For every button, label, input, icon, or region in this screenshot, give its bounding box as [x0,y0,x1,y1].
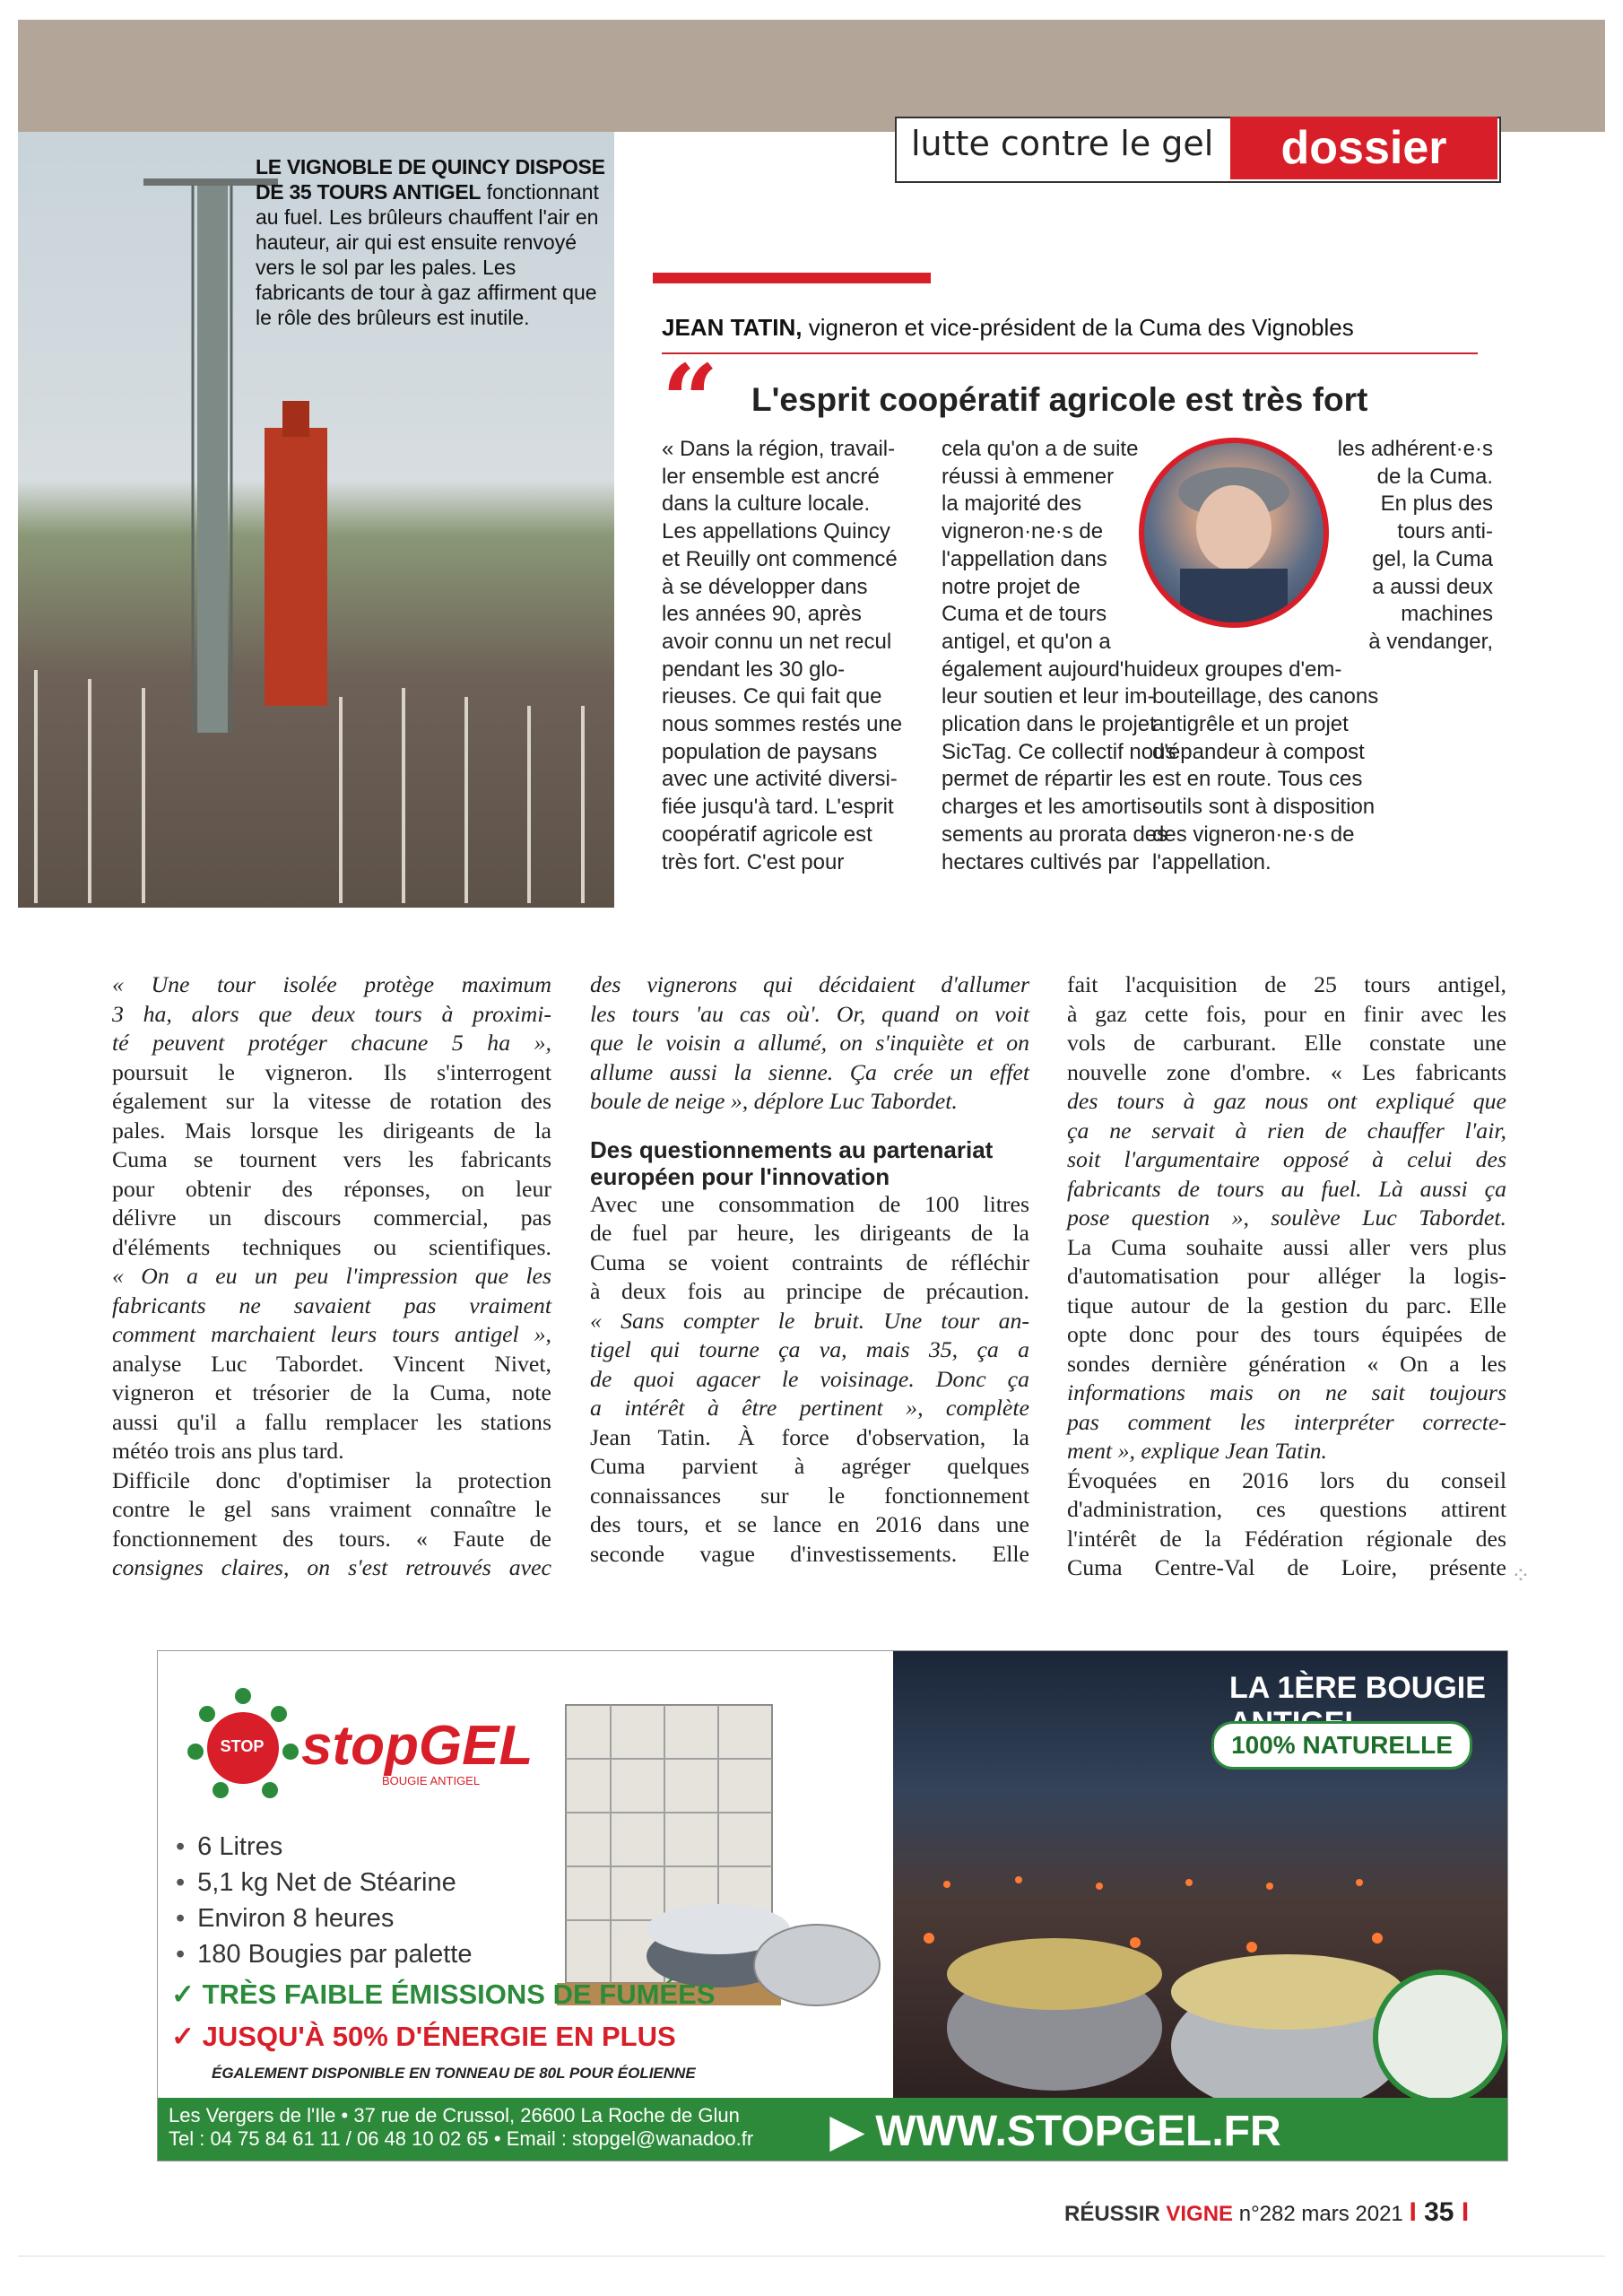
text-line: de la Cuma. [1376,464,1493,489]
interview-rule [662,352,1478,354]
text-line: à gaz cette fois, pour en finir avec les [1067,1000,1506,1027]
text-line: à se développer dans [662,574,868,599]
quote-mark-icon: “ [662,343,719,458]
ad-claim-emissions: ✓ TRÈS FAIBLE ÉMISSIONS DE FUMÉES [171,1979,716,2010]
text-line: délivre un discours commercial, pas [112,1205,551,1231]
text-line: de quoi agacer le voisinage. Donc ça [590,1365,1029,1392]
text-line: Les appellations Quincy [662,519,890,544]
text-line: fiée jusqu'à tard. L'esprit [662,795,894,820]
interview-title: L'esprit coopératif agricole est très fort [751,381,1368,418]
ad-feature-item: • 5,1 kg Net de Stéarine [176,1865,473,1900]
text-line: à deux fois au principe de précaution. [590,1278,1029,1304]
text-line: d'administration, ces questions attirent [1067,1496,1506,1522]
text-line: des tours, et se lance en 2016 dans une [590,1511,1029,1537]
text-line: Avec une consommation de 100 litres [590,1190,1029,1217]
text-line: tigel qui tourne ça va, mais 35, ça a [590,1336,1029,1362]
text-line: té peuvent protéger chacune 5 ha », [112,1030,551,1056]
ad-claim-energy: ✓ JUSQU'À 50% D'ÉNERGIE EN PLUS [171,2021,676,2052]
text-line: soit l'argumentaire opposé à celui des [1067,1146,1506,1172]
text-line: gel, la Cuma [1372,546,1493,571]
footer-separator: I [1409,2197,1425,2227]
text-line: vigneron et trésorier de la Cuma, note [112,1379,551,1405]
text-line: l'intérêt de la Fédération régionale des [1067,1525,1506,1552]
interviewee-role: vigneron et vice-président de la Cuma des Vignobles [802,314,1354,341]
article-column-2-top [590,970,1029,1117]
interview-column-1 [662,436,931,876]
text-line: fabricants de tours au fuel. Là aussi ça [1067,1175,1506,1202]
text-line: cela qu'on a de suite [942,437,1139,461]
text-line: avec une activité diversi- [662,767,898,792]
text-line: deux groupes d'em- [1152,657,1342,682]
ad-feature-item: • 6 Litres [176,1829,473,1865]
text-line: permet de répartir les [942,767,1147,792]
text-line: vigneron·ne·s de [942,519,1104,544]
text-line: fonctionnement des tours. « Faute de [112,1525,551,1552]
text-line: ment », explique Jean Tatin. [1067,1438,1327,1464]
text-line: charges et les amortis- [942,795,1159,820]
text-line: tours anti- [1397,519,1493,544]
article-subhead: Des questionnements au partenariat européen pour l'innovation [590,1135,994,1190]
stopgel-advertisement[interactable] [157,1650,1508,2161]
text-line: des vignerons qui décidaient d'allumer [590,971,1029,997]
text-line: les années 90, après [662,602,862,627]
text-line: notre projet de [942,574,1081,599]
text-line: antigel, et qu'on a [942,629,1111,654]
top-band [18,20,1605,132]
photo-caption [256,154,605,330]
text-line: allume aussi la sienne. Ça crée un effet [590,1058,1029,1085]
magazine-name-accent: VIGNE [1166,2202,1234,2226]
ad-feature-item: • 180 Bougies par palette [176,1936,473,1972]
text-line: d'automatisation pour alléger la logis- [1067,1263,1506,1289]
ad-naturelle-badge: 100% NATURELLE [1211,1721,1472,1770]
text-line: hectares cultivés par [942,849,1140,874]
text-line: l'appellation. [1152,849,1271,874]
text-line: Jean Tatin. À force d'observation, la [590,1423,1029,1450]
ad-address-line: Les Vergers de l'Ile • 37 rue de Crussol, 26600 La Roche de Glun [169,2104,740,2126]
text-line: ler ensemble est ancré [662,464,880,489]
text-line: contre le gel sans vraiment connaître le [112,1496,551,1522]
bottom-rule [18,2256,1605,2257]
article-column-1 [112,970,551,1583]
ad-feature-item: • Environ 8 heures [176,1900,473,1936]
ad-contact [169,2104,753,2151]
text-line: pour obtenir des réponses, on leur [112,1175,551,1202]
text-line: également aujourd'hui [942,657,1153,682]
section-title: lutte contre le gel [911,124,1214,163]
text-line: a intérêt à être pertinent », complète [590,1395,1029,1421]
interview-accent-bar [653,273,931,283]
text-line: boule de neige », déplore Luc Tabordet. [590,1088,958,1114]
photo-caption-lead: LE VIGNOBLE DE QUINCY DISPOSE DE 35 TOURS ANTIGEL [256,155,605,204]
text-line: comment marchaient leurs tours antigel », [112,1321,551,1347]
ad-website-link[interactable]: ▶ WWW.STOPGEL.FR [830,2108,1281,2155]
text-line: plication dans le projet [942,712,1156,737]
text-line: Cuma et de tours [942,602,1107,627]
text-line: machines [1401,602,1493,627]
category-badge: dossier [1230,117,1497,179]
text-line: « Une tour isolée protège maximum [112,971,551,997]
text-line: pose question », soulève Luc Tabordet. [1067,1205,1506,1231]
text-line: « On a eu un peu l'impression que les [112,1263,551,1289]
footer-separator: I [1454,2197,1470,2227]
text-line: réussi à emmener [942,464,1115,489]
text-line: bouteillage, des canons [1152,684,1379,709]
text-line: Évoquées en 2016 lors du conseil [1067,1466,1506,1493]
text-line: des vigneron·ne·s de [1152,822,1355,847]
text-line: antigrêle et un projet [1152,712,1349,737]
text-line: que le voisin a allumé, on s'inquiète et on [590,1030,1029,1056]
interview-byline [662,314,1354,342]
text-line: avoir connu un net recul [662,629,892,654]
text-line: analyse Luc Tabordet. Vincent Nivet, [112,1350,551,1377]
text-line: météo trois ans plus tard. [112,1438,344,1464]
text-line: Difficile donc d'optimiser la protection [112,1466,551,1493]
ad-claim-barrel: ÉGALEMENT DISPONIBLE EN TONNEAU DE 80L POUR ÉOLIENNE [212,2065,696,2082]
text-line: tique autour de la gestion du parc. Elle [1067,1292,1506,1318]
text-line: à vendanger, [1368,629,1493,654]
text-line: pas comment les interpréter correcte- [1067,1408,1506,1435]
text-line: de fuel par heure, les dirigeants de la [590,1220,1029,1246]
text-line: les tours 'au cas où'. Or, quand on voit [590,1000,1029,1027]
text-line: Cuma Centre-Val de Loire, présente [1067,1554,1506,1580]
page-number: 35 [1424,2197,1454,2227]
text-line: ça ne servait à rien de chauffer l'air, [1067,1117,1506,1144]
interview-column-3 [1143,436,1493,876]
text-line: aussi qu'il a fallu remplacer les stations [112,1408,551,1435]
text-line: la majorité des [942,491,1082,517]
text-line: des tours à gaz nous ont expliqué que [1067,1088,1506,1114]
text-line: 3 ha, alors que deux tours à proximi- [112,1000,551,1027]
text-line: pendant les 30 glo- [662,657,846,682]
text-line: seconde vague d'investissements. Elle [590,1540,1029,1567]
text-line: La Cuma souhaite aussi aller vers plus [1067,1233,1506,1260]
text-line: et Reuilly ont commencé [662,546,898,571]
issue-info: n°282 mars 2021 [1233,2202,1410,2226]
text-line: a aussi deux [1372,574,1493,599]
article-column-3 [1067,970,1506,1583]
text-line: fait l'acquisition de 25 tours antigel, [1067,971,1506,997]
text-line: consignes claires, on s'est retrouvés avec [112,1554,551,1580]
text-line: SicTag. Ce collectif nous [942,739,1176,764]
text-line: population de paysans [662,739,878,764]
text-line: opte donc pour des tours équipées de [1067,1321,1506,1347]
photo-caption-text: fonctionnant au fuel. Les brûleurs chauffent l'air en hauteur, air qui est ensuite renvoyé vers le sol par les pales. Les fabricants de tour à gaz affirment que le rôle des brûleurs est inutile. [256,180,599,329]
text-line: sements au prorata des [942,822,1168,847]
text-line: poursuit le vigneron. Ils s'interrogent [112,1058,551,1085]
page-footer [1064,2197,1469,2228]
text-line: les adhérent·e·s [1337,437,1493,461]
text-line: « Dans la région, travail- [662,437,896,461]
text-line: d'éléments techniques ou scientifiques. [112,1233,551,1260]
text-line: pales. Mais lorsque les dirigeants de la [112,1117,551,1144]
text-line: informations mais on ne sait toujours [1067,1379,1506,1405]
text-line: leur soutien et leur im- [942,684,1155,709]
ad-phone-email-line[interactable]: Tel : 04 75 84 61 11 / 06 48 10 02 65 • Email : stopgel@wanadoo.fr [169,2127,754,2150]
magazine-name: RÉUSSIR [1064,2202,1160,2226]
text-line: En plus des [1380,491,1493,517]
text-line: d'épandeur à compost [1152,739,1365,764]
ad-brand-tagline: BOUGIE ANTIGEL [382,1774,481,1787]
stop-icon: STOP [212,1730,273,1762]
article-column-2-bottom [590,1190,1029,1570]
continue-dots-icon: ⁘ [1511,1562,1529,1589]
text-line: également sur la vitesse de rotation des [112,1088,551,1114]
text-line: nouvelle zone d'ombre. « Les fabricants [1067,1058,1506,1085]
text-line: Cuma se tournent vers les fabricants [112,1146,551,1172]
text-line: coopératif agricole est [662,822,872,847]
interviewee-name: JEAN TATIN, [662,314,803,341]
text-line: fabricants ne savaient pas vraiment [112,1292,551,1318]
text-line: est en route. Tous ces [1152,767,1363,792]
text-line: Cuma parvient à agréger quelques [590,1453,1029,1479]
text-line: « Sans compter le bruit. Une tour an- [590,1307,1029,1334]
text-line: l'appellation dans [942,546,1107,571]
ad-brand-name: stopGEL [301,1715,534,1777]
text-line: très fort. C'est pour [662,849,845,874]
ad-headline: LA 1ÈRE BOUGIE [1229,1671,1486,1705]
text-line: sondes dernière génération « On a les [1067,1350,1506,1377]
text-line: connaissances sur le fonctionnement [590,1482,1029,1509]
ad-features-list [176,1829,473,1972]
text-line: vols de carburant. Elle constate une [1067,1030,1506,1056]
text-line: Cuma se voient contraints de réfléchir [590,1248,1029,1275]
text-line: dans la culture locale. [662,491,871,517]
text-line: outils sont à disposition [1152,795,1376,820]
text-line: rieuses. Ce qui fait que [662,684,882,709]
text-line: nous sommes restés une [662,712,903,737]
article-column-2 [590,970,1029,1569]
